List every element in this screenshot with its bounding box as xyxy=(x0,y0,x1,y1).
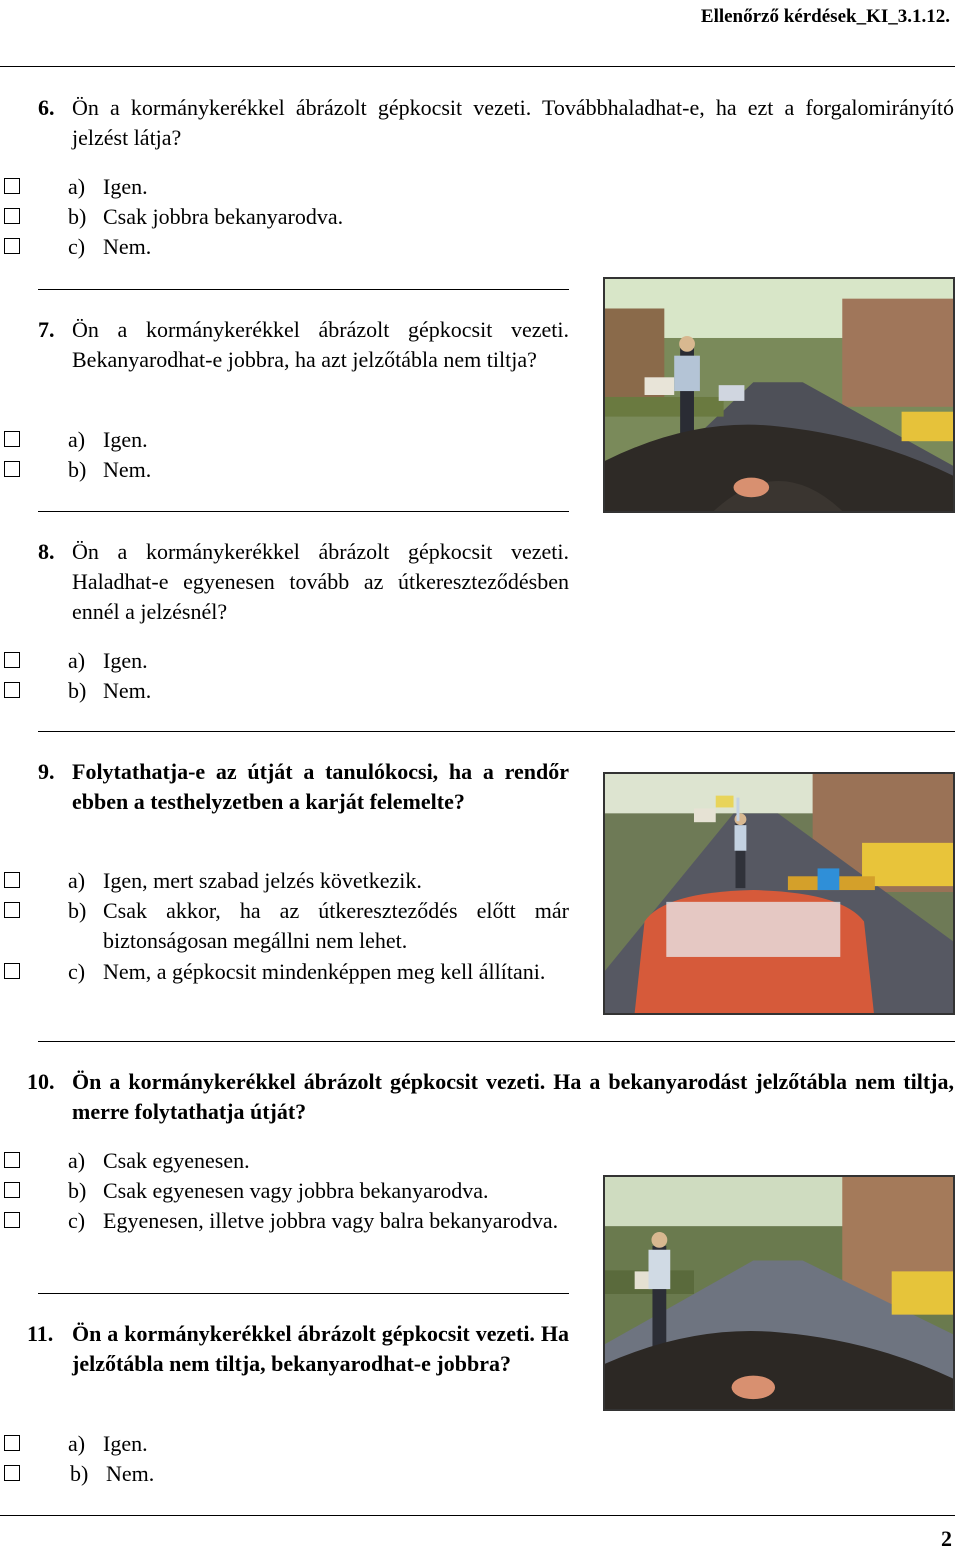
question-text: Folytathatja-e az útját a tanulókocsi, ha a rendőr ebben a testhelyzetben a karját felemelte? xyxy=(72,759,569,814)
option-text: Igen, mert szabad jelzés következik. xyxy=(103,868,422,893)
option-label: c) xyxy=(68,1208,86,1233)
option-label: a) xyxy=(68,648,86,673)
separator-rule xyxy=(38,511,569,512)
option-text: Igen. xyxy=(103,1431,148,1456)
option-text: Igen. xyxy=(103,427,148,452)
option-text: Nem. xyxy=(106,1461,155,1486)
option-label: a) xyxy=(68,1148,86,1173)
question-text: Ön a kormánykerékkel ábrázolt gépkocsit vezeti. Továbbhaladhat-e, ha ezt a forgalomirányító jelzést látja? xyxy=(72,95,954,150)
checkbox[interactable] xyxy=(4,178,20,194)
question-text: Ön a kormánykerékkel ábrázolt gépkocsit vezeti. Bekanyarodhat-e jobbra, ha azt jelzőtábla nem tiltja? xyxy=(72,317,569,372)
question-number: 9. xyxy=(38,759,55,784)
checkbox[interactable] xyxy=(4,461,20,477)
separator-rule xyxy=(38,289,569,290)
separator-rule xyxy=(38,1041,955,1042)
option-text: Csak egyenesen vagy jobbra bekanyarodva. xyxy=(103,1178,489,1203)
checkbox[interactable] xyxy=(4,963,20,979)
option-text: Csak jobbra bekanyarodva. xyxy=(103,204,344,229)
checkbox[interactable] xyxy=(4,682,20,698)
option-label: a) xyxy=(68,868,86,893)
checkbox[interactable] xyxy=(4,902,20,918)
header-rule xyxy=(0,66,955,67)
traffic-officer-photo-1 xyxy=(603,277,955,513)
footer-rule xyxy=(0,1515,955,1516)
checkbox[interactable] xyxy=(4,1182,20,1198)
option-label: b) xyxy=(68,898,87,923)
option-text: Nem. xyxy=(103,457,152,482)
separator-rule xyxy=(38,1293,569,1294)
separator-rule xyxy=(38,731,955,732)
option-text: Igen. xyxy=(103,174,148,199)
learner-car-photo xyxy=(603,772,955,1015)
question-text: Ön a kormánykerékkel ábrázolt gépkocsit vezeti. Haladhat-e egyenesen tovább az útkereszteződésben ennél a jelzésnél? xyxy=(72,539,569,624)
question-number: 7. xyxy=(38,317,55,342)
question-text: Ön a kormánykerékkel ábrázolt gépkocsit vezeti. Ha a bekanyarodást jelzőtábla nem tiltja, merre folytathatja útját? xyxy=(72,1069,954,1124)
option-label: c) xyxy=(68,234,86,259)
question-number: 8. xyxy=(38,539,55,564)
question-number: 11. xyxy=(27,1321,54,1346)
question-text: Ön a kormánykerékkel ábrázolt gépkocsit vezeti. Ha jelzőtábla nem tiltja, bekanyarodhat-e jobbra? xyxy=(72,1321,569,1376)
option-text: Nem. xyxy=(103,234,152,259)
option-label: a) xyxy=(68,427,86,452)
option-label: b) xyxy=(68,678,87,703)
option-text: Egyenesen, illetve jobbra vagy balra bekanyarodva. xyxy=(103,1208,559,1233)
option-text: Nem, a gépkocsit mindenképpen meg kell állítani. xyxy=(103,959,546,984)
option-label: a) xyxy=(68,174,86,199)
option-label: b) xyxy=(68,204,87,229)
checkbox[interactable] xyxy=(4,1212,20,1228)
question-number: 6. xyxy=(38,95,55,120)
option-label: c) xyxy=(68,959,86,984)
option-text: Csak egyenesen. xyxy=(103,1148,250,1173)
document-header-title: Ellenőrző kérdések_KI_3.1.12. xyxy=(700,6,950,27)
option-text: Csak akkor, ha az útkereszteződés előtt már biztonságosan megállni nem lehet. xyxy=(103,898,569,953)
option-label: a) xyxy=(68,1431,86,1456)
checkbox[interactable] xyxy=(4,208,20,224)
checkbox[interactable] xyxy=(4,238,20,254)
traffic-officer-photo-2 xyxy=(603,1175,955,1411)
checkbox[interactable] xyxy=(4,652,20,668)
checkbox[interactable] xyxy=(4,431,20,447)
checkbox[interactable] xyxy=(4,1152,20,1168)
checkbox[interactable] xyxy=(4,1435,20,1451)
option-label: b) xyxy=(68,1178,87,1203)
checkbox[interactable] xyxy=(4,1465,20,1481)
option-label: b) xyxy=(68,457,87,482)
page-number: 2 xyxy=(941,1526,952,1551)
option-text: Nem. xyxy=(103,678,152,703)
option-label: b) xyxy=(70,1461,89,1486)
checkbox[interactable] xyxy=(4,872,20,888)
question-number: 10. xyxy=(27,1069,55,1094)
option-text: Igen. xyxy=(103,648,148,673)
